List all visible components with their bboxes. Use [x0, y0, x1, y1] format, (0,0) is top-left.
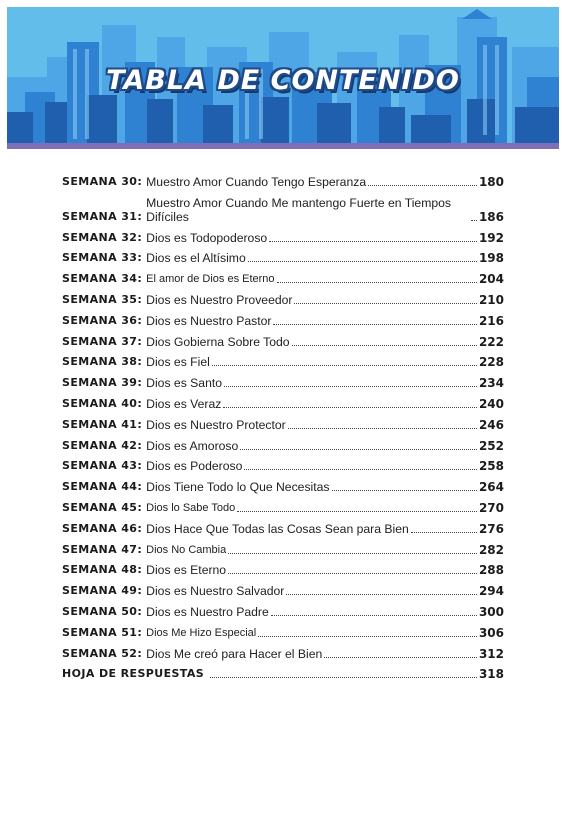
dot-leader: [271, 615, 477, 616]
week-label: SEMANA 52:: [62, 646, 143, 660]
page-number: 288: [478, 563, 504, 578]
week-label: SEMANA 33:: [62, 251, 143, 265]
toc-entry[interactable]: [62, 189, 504, 224]
week-label: SEMANA 44:: [62, 480, 143, 494]
page-number: 246: [478, 417, 504, 432]
week-label: SEMANA 41:: [62, 417, 143, 431]
entry-title-wrap: [146, 418, 479, 432]
toc-entry[interactable]: [62, 494, 504, 515]
entry-title-wrap: [146, 480, 479, 494]
toc-entry[interactable]: [62, 536, 504, 557]
entry-title: Dios No Cambia: [146, 543, 227, 556]
entry-title: Dios es Santo: [146, 376, 223, 391]
entry-title: Dios Me Hizo Especial: [146, 626, 257, 639]
week-label: SEMANA 35:: [62, 292, 143, 306]
week-label: SEMANA 48:: [62, 563, 143, 577]
entry-title: Dios Me creó para Hacer el Bien: [146, 646, 323, 661]
dot-leader: [240, 449, 477, 450]
toc-entry[interactable]: [62, 640, 504, 661]
toc-entry[interactable]: [62, 390, 504, 411]
dot-leader: [212, 365, 477, 366]
week-label: SEMANA 30:: [62, 174, 143, 188]
page-number: 180: [478, 174, 504, 189]
toc-entry[interactable]: [62, 307, 504, 328]
toc-entry[interactable]: [62, 557, 504, 578]
entry-title: Dios es Fiel: [146, 355, 210, 370]
page-number: 270: [478, 500, 504, 515]
entry-title-wrap: [208, 677, 479, 681]
week-label: SEMANA 38:: [62, 355, 143, 369]
toc-entry[interactable]: [62, 473, 504, 494]
toc-entry[interactable]: [62, 411, 504, 432]
week-label: HOJA DE RESPUESTAS: [62, 667, 205, 681]
dot-leader: [269, 241, 477, 242]
page-number: 294: [478, 584, 504, 599]
entry-title: Dios es Eterno: [146, 563, 227, 578]
page-number: 300: [478, 604, 504, 619]
table-of-contents: [62, 168, 504, 681]
entry-title: Muestro Amor Cuando Me mantengo Fuerte en Tiempos Difíciles: [146, 195, 451, 224]
dot-leader: [292, 345, 477, 346]
entry-title: Dios Hace Que Todas las Cosas Sean para Bien: [146, 521, 409, 536]
dot-leader: [223, 407, 477, 408]
page-number: 258: [478, 459, 504, 474]
entry-title-wrap: [146, 314, 479, 328]
dot-leader: [471, 220, 477, 221]
entry-title-wrap: [146, 175, 479, 189]
dot-leader: [237, 511, 477, 512]
dot-leader: [228, 553, 477, 554]
dot-leader: [273, 324, 476, 325]
week-label: SEMANA 49:: [62, 584, 143, 598]
toc-entry[interactable]: [62, 515, 504, 536]
page-number: 264: [478, 480, 504, 495]
entry-title-wrap: [146, 522, 479, 536]
toc-entry[interactable]: [62, 349, 504, 370]
week-label: SEMANA 45:: [62, 500, 143, 514]
week-label: SEMANA 36:: [62, 313, 143, 327]
week-label: SEMANA 31:: [62, 209, 143, 223]
dot-leader: [277, 282, 477, 283]
banner-divider: [7, 143, 559, 149]
toc-entry[interactable]: [62, 598, 504, 619]
toc-entry[interactable]: [62, 661, 504, 682]
entry-title: Dios es Todopoderoso: [146, 230, 268, 245]
page-number: 252: [478, 438, 504, 453]
week-label: SEMANA 40:: [62, 396, 143, 410]
week-label: SEMANA 42:: [62, 438, 143, 452]
week-label: SEMANA 46:: [62, 521, 143, 535]
page-number: 210: [478, 292, 504, 307]
dot-leader: [324, 657, 477, 658]
page-number: 318: [478, 667, 504, 682]
entry-title: Dios es Nuestro Salvador: [146, 584, 285, 599]
entry-title: Dios es Amoroso: [146, 438, 239, 453]
week-label: SEMANA 32:: [62, 230, 143, 244]
entry-title-wrap: [146, 626, 479, 640]
entry-title: Dios es Nuestro Pastor: [146, 313, 272, 328]
entry-title: Dios es el Altísimo: [146, 251, 246, 266]
dot-leader: [210, 677, 477, 678]
entry-title-wrap: [146, 196, 479, 224]
entry-title: Muestro Amor Cuando Tengo Esperanza: [146, 174, 367, 189]
dot-leader: [286, 594, 477, 595]
week-label: SEMANA 50:: [62, 604, 143, 618]
toc-entry[interactable]: [62, 286, 504, 307]
week-label: SEMANA 34:: [62, 272, 143, 286]
week-label: SEMANA 43:: [62, 459, 143, 473]
entry-title-wrap: [146, 605, 479, 619]
dot-leader: [244, 469, 477, 470]
entry-title: Dios Gobierna Sobre Todo: [146, 334, 290, 349]
dot-leader: [288, 428, 477, 429]
toc-entry[interactable]: [62, 224, 504, 245]
entry-title-wrap: [146, 335, 479, 349]
entry-title-wrap: [146, 397, 479, 411]
entry-title: El amor de Dios es Eterno: [146, 273, 275, 286]
toc-entry[interactable]: [62, 432, 504, 453]
entry-title-wrap: [146, 355, 479, 369]
entry-title-wrap: [146, 584, 479, 598]
entry-title: Dios Tiene Todo lo Que Necesitas: [146, 480, 330, 495]
header-banner: [7, 7, 559, 147]
page-number: 228: [478, 355, 504, 370]
page-number: 306: [478, 625, 504, 640]
dot-leader: [294, 303, 476, 304]
page-number: 192: [478, 230, 504, 245]
dot-leader: [228, 573, 477, 574]
entry-title-wrap: [146, 647, 479, 661]
toc-entry[interactable]: [62, 168, 504, 189]
toc-entry[interactable]: [62, 577, 504, 598]
page-title: TABLA DE CONTENIDO: [106, 65, 460, 96]
entry-title-wrap: [146, 376, 479, 390]
toc-entry[interactable]: [62, 245, 504, 266]
week-label: SEMANA 39:: [62, 376, 143, 390]
page-number: 198: [478, 251, 504, 266]
page-number: 240: [478, 396, 504, 411]
dot-leader: [368, 185, 477, 186]
toc-entry[interactable]: [62, 369, 504, 390]
dot-leader: [332, 490, 477, 491]
entry-title-wrap: [146, 543, 479, 557]
dot-leader: [248, 261, 477, 262]
week-label: SEMANA 37:: [62, 334, 143, 348]
entry-title: Dios es Nuestro Protector: [146, 417, 286, 432]
entry-title-wrap: [146, 501, 479, 515]
toc-entry[interactable]: [62, 619, 504, 640]
entry-title-wrap: [146, 439, 479, 453]
entry-title: Dios es Nuestro Proveedor: [146, 292, 293, 307]
week-label: SEMANA 47:: [62, 542, 143, 556]
entry-title-wrap: [146, 563, 479, 577]
dot-leader: [411, 532, 477, 533]
entry-title: Dios es Veraz: [146, 396, 222, 411]
page-number: 282: [478, 542, 504, 557]
entry-title-wrap: [146, 459, 479, 473]
week-label: SEMANA 51:: [62, 625, 143, 639]
entry-title: Dios lo Sabe Todo: [146, 501, 236, 514]
dot-leader: [258, 636, 477, 637]
entry-title-wrap: [146, 251, 479, 265]
entry-title-wrap: [146, 293, 479, 307]
page-number: 204: [478, 272, 504, 287]
dot-leader: [224, 386, 477, 387]
entry-title: Dios es Poderoso: [146, 459, 243, 474]
page-number: 276: [478, 521, 504, 536]
page-number: 222: [478, 334, 504, 349]
page-number: 186: [478, 209, 504, 224]
page-number: 312: [478, 646, 504, 661]
toc-entry[interactable]: [62, 453, 504, 474]
entry-title-wrap: [146, 231, 479, 245]
page-number: 234: [478, 376, 504, 391]
toc-entry[interactable]: [62, 328, 504, 349]
toc-entry[interactable]: [62, 265, 504, 286]
entry-title: Dios es Nuestro Padre: [146, 604, 269, 619]
page-number: 216: [478, 313, 504, 328]
entry-title-wrap: [146, 272, 479, 286]
